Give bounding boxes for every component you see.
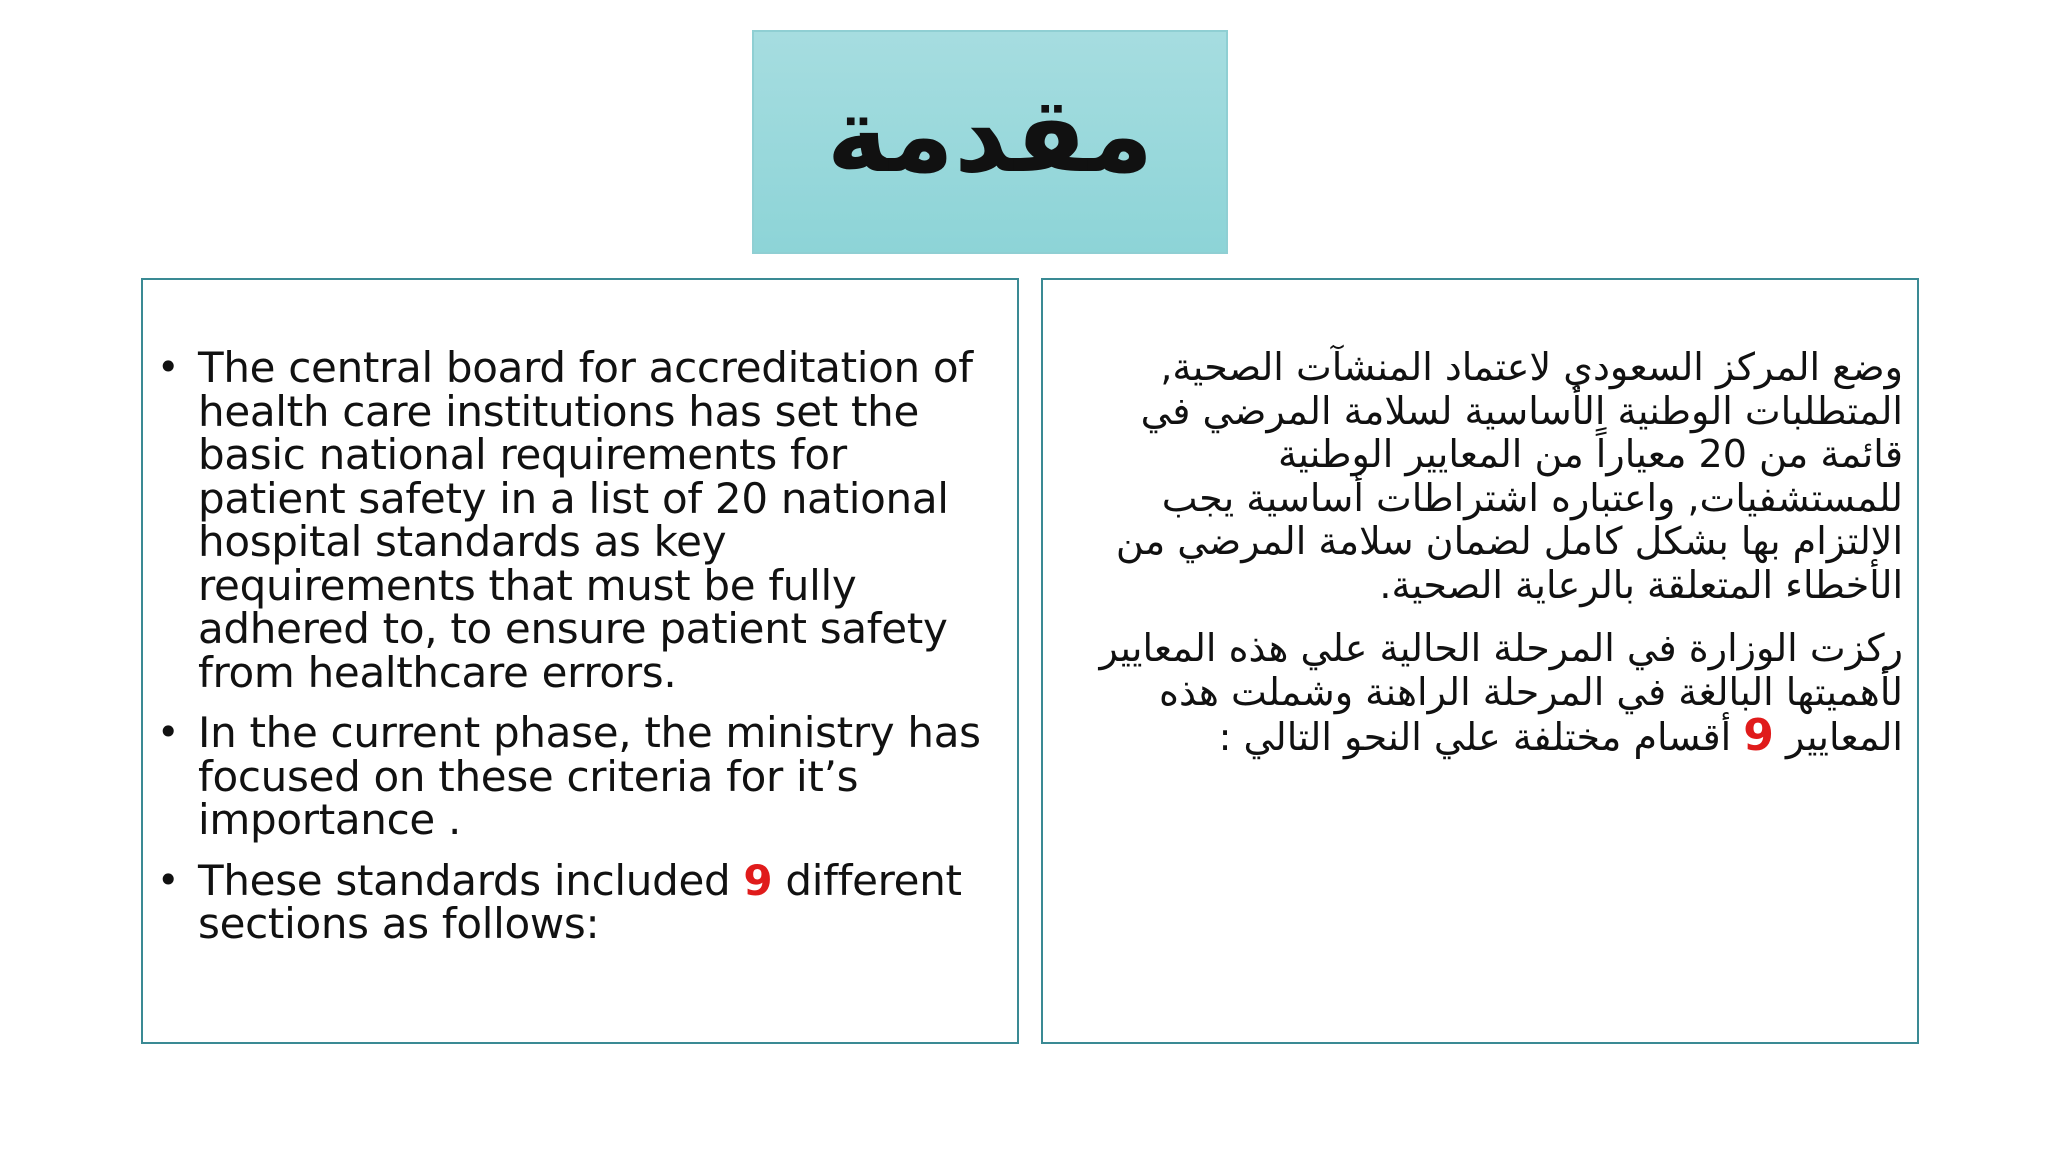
slide-title: مقدمة — [826, 74, 1154, 196]
english-bullet-3-text-after: different sections as follows: — [198, 855, 962, 948]
english-bullet-list — [157, 343, 1002, 963]
bullet-icon: • — [157, 345, 180, 389]
arabic-panel — [1041, 278, 1919, 1044]
english-panel — [141, 278, 1019, 1044]
arabic-paragraph-2-after: أقسام مختلفة علي النحو التالي : — [1218, 715, 1744, 759]
bullet-icon: • — [157, 857, 180, 902]
arabic-paragraph-2 — [1063, 627, 1903, 760]
arabic-paragraph-1: وضع المركز السعودي لاعتماد المنشآت الصحية, المتطلبات الوطنية الأساسية لسلامة المرضي في قائمة من 20 معياراً من المعايير الوطنية للمستشفيات, واعتباره اشتراطات أساسية يجب الالتزام بها بشكل كامل لضمان سلامة المرضي من الأخطاء المتعلقة بالرعاية الصحية. — [1115, 345, 1903, 607]
bullet-icon: • — [157, 710, 180, 754]
english-bullet-2-text: In the current phase, the ministry has focused on these criteria for it’s importance . — [198, 708, 981, 844]
english-sections-count: 9 — [743, 855, 773, 905]
arabic-text-block — [1063, 346, 1903, 780]
english-bullet-1 — [157, 343, 1002, 697]
english-bullet-3 — [157, 855, 1002, 948]
title-box — [752, 30, 1228, 254]
english-bullet-2 — [157, 708, 1002, 844]
arabic-sections-count: 9 — [1743, 710, 1774, 761]
english-bullet-3-text-before: These standards included — [198, 855, 744, 905]
arabic-paragraph-2-before: ركزت الوزارة في المرحلة الحالية علي هذه المعايير لأهميتها البالغة في المرحلة الراهنة وشملت هذه المعايير — [1099, 626, 1903, 759]
english-bullet-1-text: The central board for accreditation of health care institutions has set the basic national requirements for patient safety in a list of 20 national hospital standards as key requirements that must be fully adhered to, to ensure patient safety from healthcare errors. — [198, 343, 973, 697]
